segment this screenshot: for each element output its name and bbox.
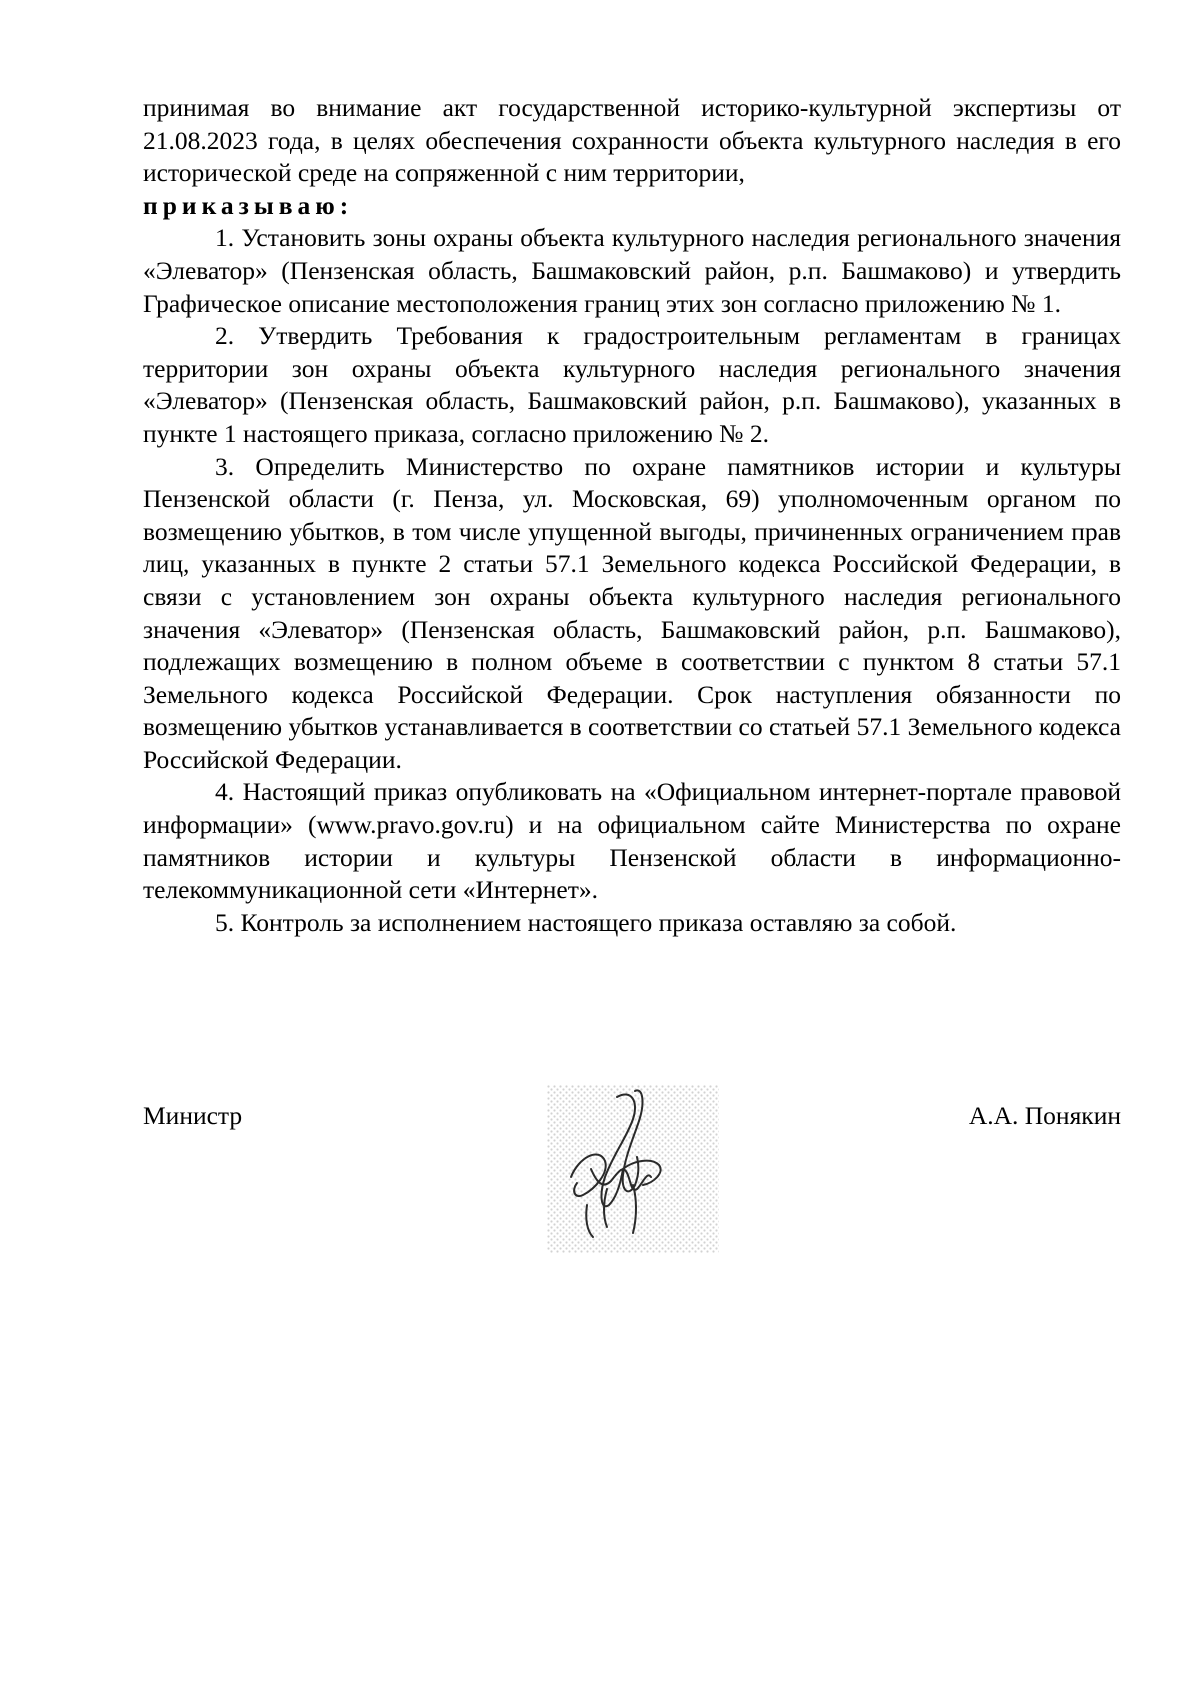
order-heading	[143, 190, 1121, 223]
signature-icon	[547, 1085, 719, 1253]
order-item-4: 4. Настоящий приказ опубликовать на «Официальном интернет-портале правовой информации» (www.pravo.gov.ru) и на официальном сайте Министерства по охране памятников истории и культуры Пензенской области в информационно-телекоммуникационной сети «Интернет».	[143, 777, 1121, 905]
signatory-name: А.А. Понякин	[968, 1101, 1121, 1130]
order-item-2: 2. Утвердить Требования к градостроительным регламентам в границах территории зон охраны объекта культурного наследия регионального значения «Элеватор» (Пензенская область, Башмаковский район, р.п. Башмаково), указанных в пункте 1 настоящего приказа, согласно приложению № 2.	[143, 321, 1121, 448]
signatory-title: Министр	[143, 1101, 243, 1130]
order-word: приказываю:	[143, 190, 354, 220]
order-item-5: 5. Контроль за исполнением настоящего приказа оставляю за собой.	[215, 907, 957, 937]
order-item-3: 3. Определить Министерство по охране памятников истории и культуры Пензенской области (г. Пенза, ул. Московская, 69) уполномоченным органом по возмещению убытков, в том числе упущенной выгоды, причиненных ограничением прав лиц, указанных в пункте 2 статьи 57.1 Земельного кодекса Российской Федерации, в связи с установлением зон охраны объекта культурного наследия регионального значения «Элеватор» (Пензенская область, Башмаковский район, р.п. Башмаково), подлежащих возмещению в полном объеме в соответствии с пунктом 8 статьи 57.1 Земельного кодекса Российской Федерации. Срок наступления обязанности по возмещению убытков устанавливается в соответствии со статьей 57.1 Земельного кодекса Российской Федерации.	[143, 451, 1121, 774]
order-item-1: 1. Установить зоны охраны объекта культурного наследия регионального значения «Элеватор» (Пензенская область, Башмаковский район, р.п. Башмаково) и утвердить Графическое описание местоположения границ этих зон согласно приложению № 1.	[143, 223, 1121, 318]
intro-paragraph: принимая во внимание акт государственной историко-культурной экспертизы от 21.08.2023 года, в целях обеспечения сохранности объекта культурного наследия в его исторической среде на сопряженной с ним территории,	[143, 93, 1121, 188]
document-body	[143, 92, 1121, 939]
